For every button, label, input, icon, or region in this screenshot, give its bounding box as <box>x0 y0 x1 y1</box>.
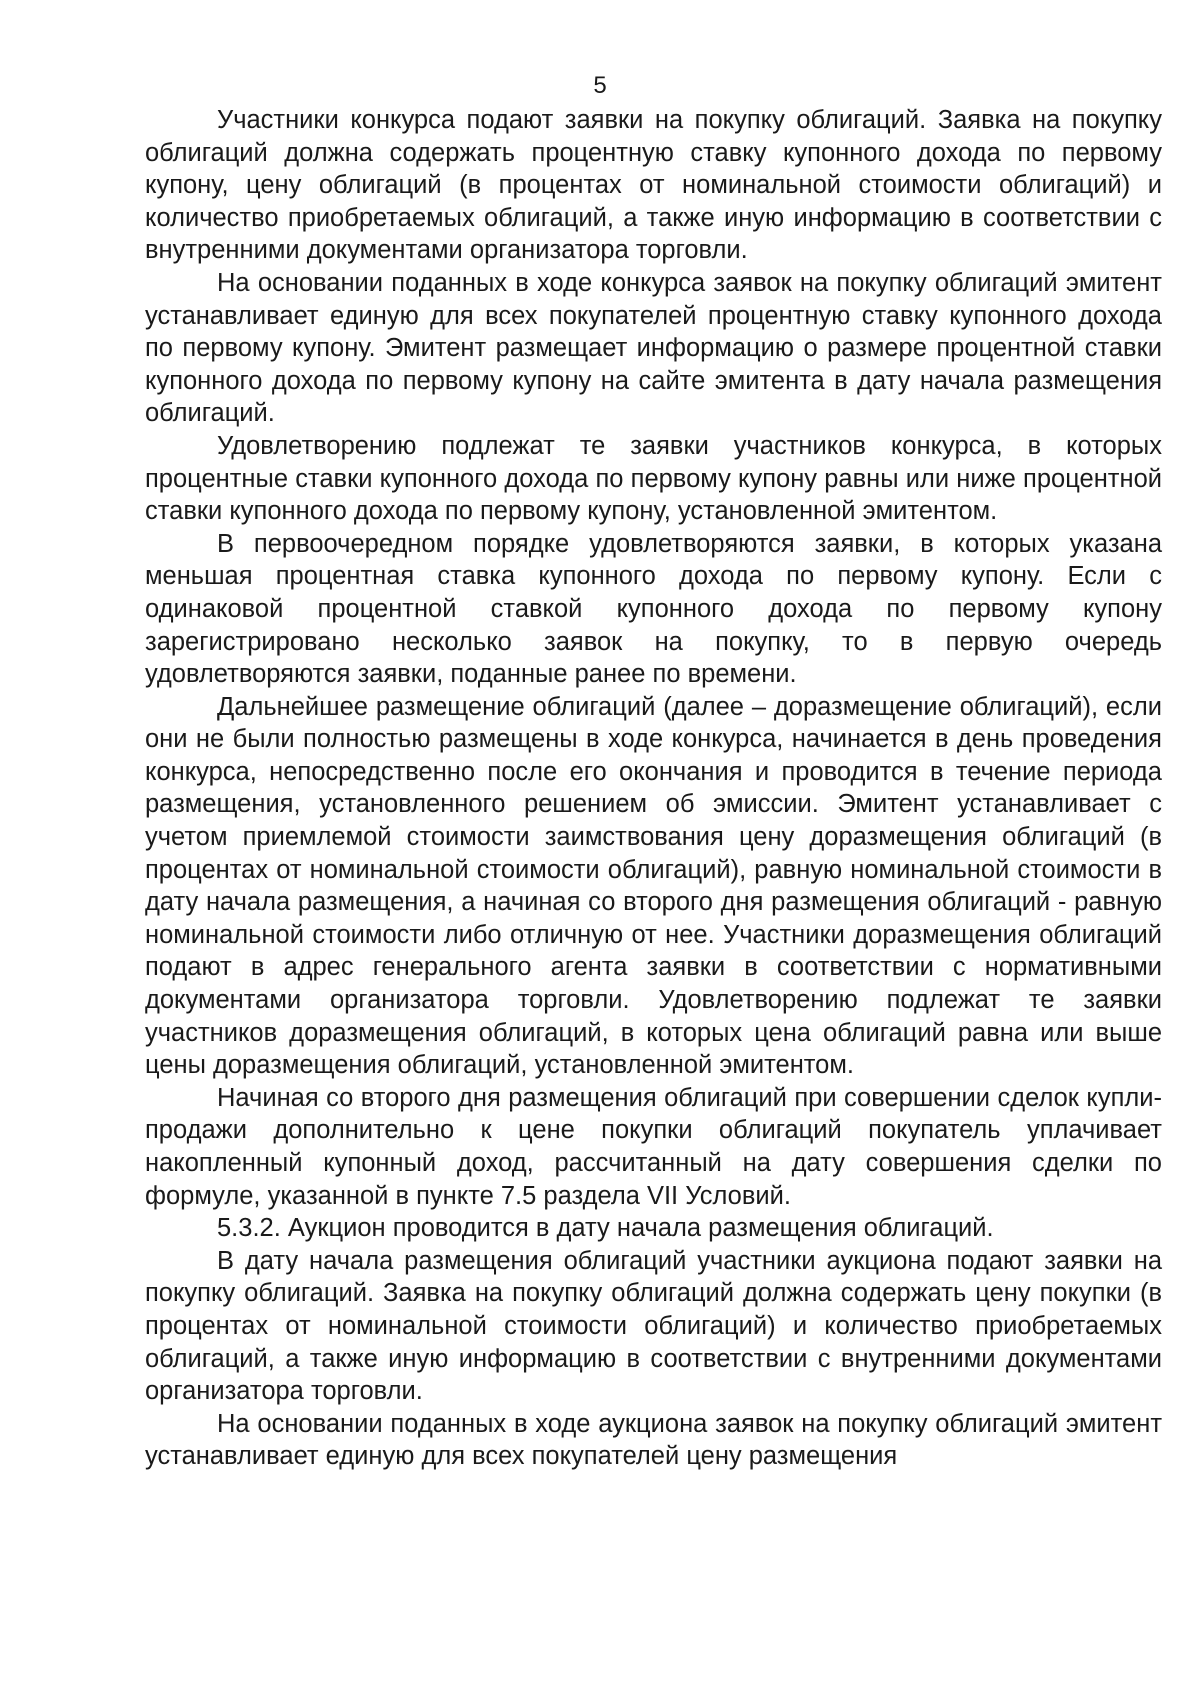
paragraph-priority-order: В первоочередном порядке удовлетворяются заявки, в которых указана меньшая процентная ставка купонного дохода по первому купону. Если с одинаковой процентной ставкой купонного дохода по первому купону зарегистрировано несколько заявок на покупку, то в первую очередь удовлетворяются заявки, поданные ранее по времени. <box>145 529 1162 689</box>
paragraph-bid-satisfaction: Удовлетворению подлежат те заявки участников конкурса, в которых процентные ставки купонного дохода по первому купону равны или ниже процентной ставки купонного дохода по первому купону, установленной эмитентом. <box>145 431 1162 526</box>
page-number: 5 <box>593 72 607 99</box>
paragraph-accrued-income: Начиная со второго дня размещения облигаций при совершении сделок купли-продажи дополнительно к цене покупки облигаций покупатель уплачивает накопленный купонный доход, рассчитанный на дату совершения сделки по формуле, указанной в пункте 7.5 раздела VII Условий. <box>145 1083 1162 1210</box>
document-body <box>145 104 1162 1473</box>
paragraph-coupon-rate: На основании поданных в ходе конкурса заявок на покупку облигаций эмитент устанавливает единую для всех покупателей процентную ставку купонного дохода по первому купону. Эмитент размещает информацию о размере процентной ставки купонного дохода по первому купону на сайте эмитента в дату начала размещения облигаций. <box>145 268 1162 428</box>
paragraph-auction-price: На основании поданных в ходе аукциона заявок на покупку облигаций эмитент устанавливает единую для всех покупателей цену размещения <box>145 1409 1162 1471</box>
paragraph-auction-heading: 5.3.2. Аукцион проводится в дату начала размещения облигаций. <box>217 1214 994 1243</box>
paragraph-auction-bids: В дату начала размещения облигаций участники аукциона подают заявки на покупку облигаций. Заявка на покупку облигаций должна содержать цену покупки (в процентах от номинальной стоимости облигаций) и количество приобретаемых облигаций, а также иную информацию в соответствии с внутренними документами организатора торговли. <box>145 1246 1162 1406</box>
paragraph-contest-bids: Участники конкурса подают заявки на покупку облигаций. Заявка на покупку облигаций должна содержать процентную ставку купонного дохода по первому купону, цену облигаций (в процентах от номинальной стоимости облигаций) и количество приобретаемых облигаций, а также иную информацию в соответствии с внутренними документами организатора торговли. <box>145 106 1162 265</box>
paragraph-additional-placement: Дальнейшее размещение облигаций (далее – доразмещение облигаций), если они не были полностью размещены в ходе конкурса, начинается в день проведения конкурса, непосредственно после его окончания и проводится в течение периода размещения, установленного решением об эмиссии. Эмитент устанавливает с учетом приемлемой стоимости заимствования цену доразмещения облигаций (в процентах от номинальной стоимости облигаций), равную номинальной стоимости в дату начала размещения, а начиная со второго дня размещения облигаций - равную номинальной стоимости либо отличную от нее. Участники доразмещения облигаций подают в адрес генерального агента заявки в соответствии с нормативными документами организатора торговли. Удовлетворению подлежат те заявки участников доразмещения облигаций, в которых цена облигаций равна или выше цены доразмещения облигаций, установленной эмитентом. <box>145 692 1162 1080</box>
